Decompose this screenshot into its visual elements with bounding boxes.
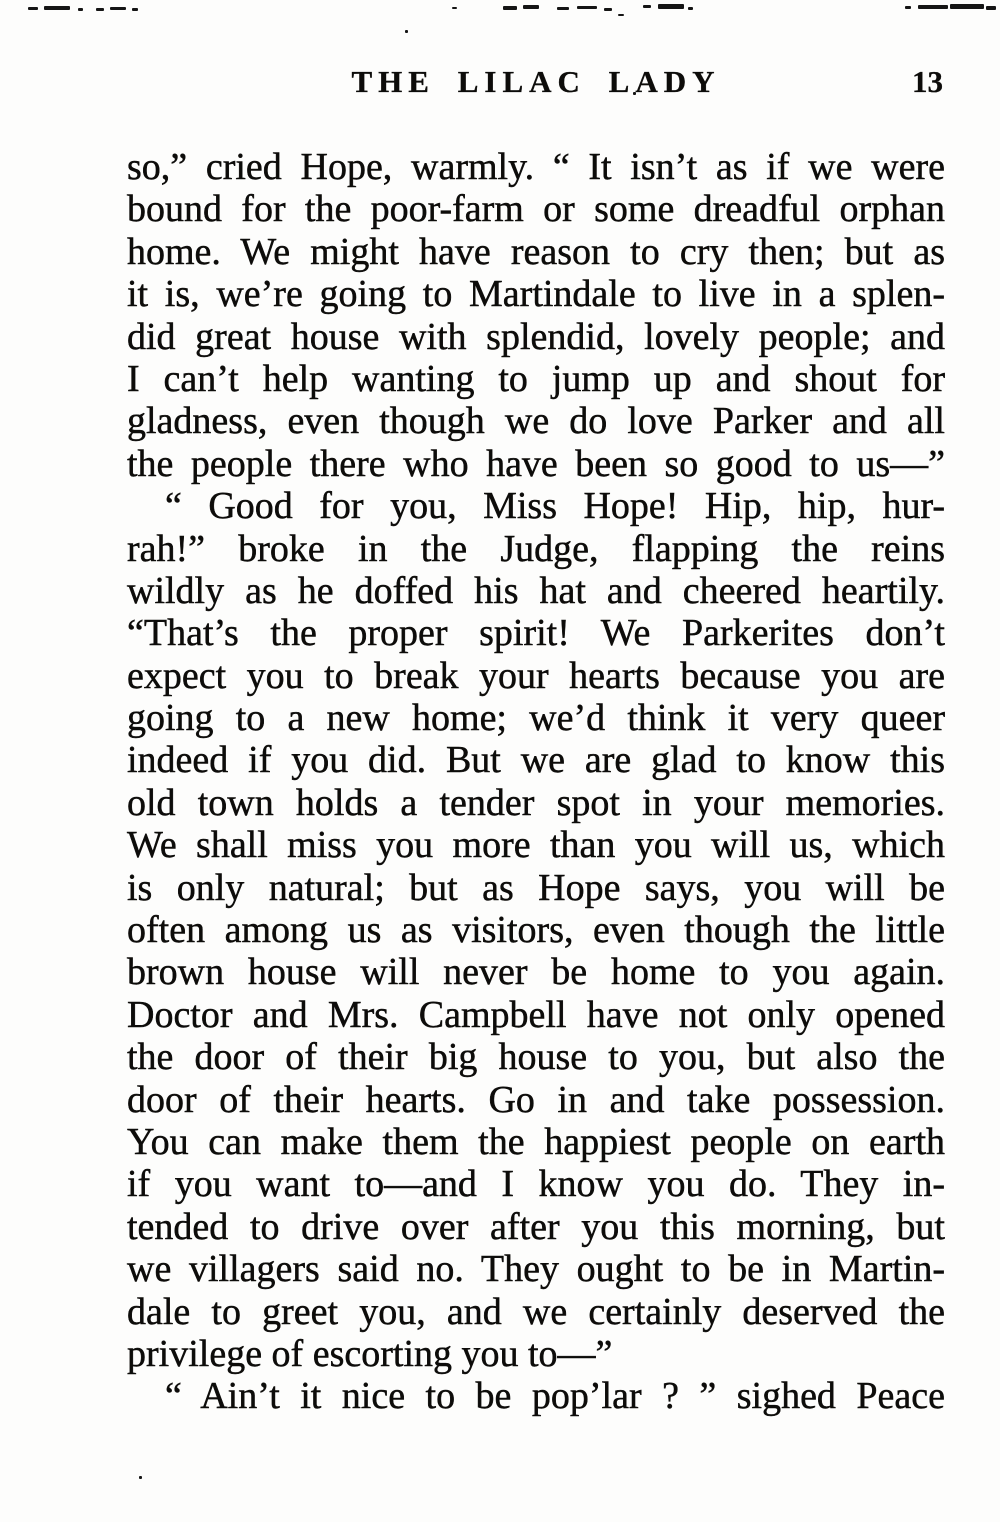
text-line: dale to greet you, and we certainly deserved the [127, 1290, 945, 1333]
scan-artifact [503, 6, 517, 10]
text-line: the door of their big house to you, but also the [127, 1036, 945, 1079]
scan-artifact [905, 6, 911, 9]
text-line: we villagers said no. They ought to be in Martin- [127, 1248, 945, 1291]
scan-artifact [643, 5, 651, 8]
scan-artifact [44, 6, 70, 10]
scan-artifact [950, 4, 984, 9]
text-line: gladness, even though we do love Parker and all [127, 400, 945, 443]
text-line: indeed if you did. But we are glad to know this [127, 739, 945, 782]
body-text [127, 146, 945, 1418]
scan-artifact [658, 4, 684, 9]
text-line: did great house with splendid, lovely people; and [127, 315, 945, 358]
text-line: brown house will never be home to you again. [127, 951, 945, 994]
text-line: so,” cried Hope, warmly. “ It isn’t as if we were [127, 146, 945, 188]
scan-artifact [618, 14, 624, 16]
text-line: going to a new home; we’d think it very queer [127, 697, 945, 740]
text-line: We shall miss you more than you will us, which [127, 824, 945, 867]
text-line: tended to drive over after you this morning, but [127, 1205, 945, 1248]
scan-artifact [139, 1476, 142, 1479]
text-line: wildly as he doffed his hat and cheered heartily. [127, 569, 945, 612]
text-line: “That’s the proper spirit! We Parkerites don’t [127, 612, 945, 655]
text-line: the people there who have been so good to us—” [127, 442, 945, 485]
scan-artifact [110, 7, 126, 10]
text-line: old town holds a tender spot in your memories. [127, 781, 945, 824]
text-line: I can’t help wanting to jump up and shout for [127, 357, 945, 400]
scan-artifact [523, 5, 539, 9]
scan-artifact [688, 7, 693, 10]
text-line: is only natural; but as Hope says, you will be [127, 866, 945, 909]
scan-artifact [405, 30, 408, 33]
text-line: it is, we’re going to Martindale to live in a splen- [127, 273, 945, 316]
text-line: if you want to—and I know you do. They in- [127, 1163, 945, 1206]
text-line: privilege of escorting you to—” [127, 1332, 613, 1375]
text-line: bound for the poor-farm or some dreadful orphan [127, 188, 945, 231]
text-line: You can make them the happiest people on earth [127, 1120, 945, 1163]
page-number: 13 [912, 64, 943, 99]
scan-artifact [452, 7, 457, 9]
scan-artifact [96, 8, 104, 11]
text-line: “ Ain’t it nice to be pop’lar ? ” sighed Peace [165, 1375, 945, 1418]
scan-artifact [604, 8, 612, 11]
scan-artifact [557, 7, 569, 10]
scan-artifact [28, 7, 38, 10]
scan-artifact [986, 6, 996, 10]
running-head [127, 64, 945, 108]
text-line: door of their hearts. Go in and take possession. [127, 1078, 945, 1121]
text-line: “ Good for you, Miss Hope! Hip, hip, hur- [165, 485, 945, 528]
scan-artifact [577, 6, 597, 9]
text-line: expect you to break your hearts because you are [127, 654, 945, 697]
text-line: rah!” broke in the Judge, flapping the reins [127, 527, 945, 570]
scan-artifact [78, 8, 83, 11]
scan-artifact [132, 8, 138, 11]
page-title: THE LILAC LADY [351, 64, 721, 99]
text-line: home. We might have reason to cry then; but as [127, 230, 945, 273]
text-line: often among us as visitors, even though the little [127, 909, 945, 952]
text-line: Doctor and Mrs. Campbell have not only opened [127, 993, 945, 1036]
scan-artifact [918, 5, 948, 9]
